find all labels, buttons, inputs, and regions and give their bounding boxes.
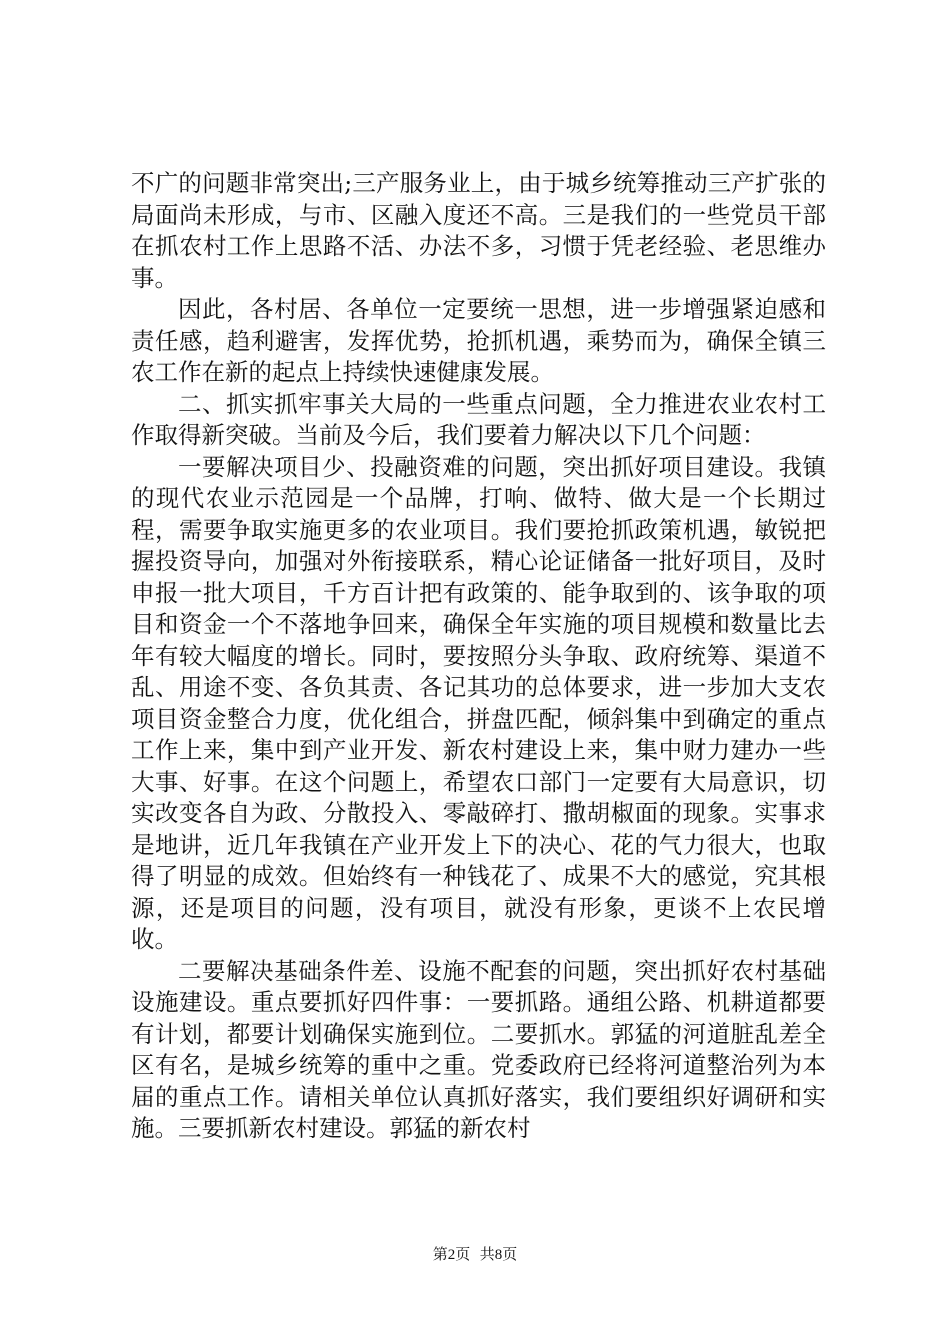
footer-prefix: 第	[432, 1245, 448, 1263]
footer-current-page: 2	[447, 1247, 456, 1263]
paragraph-4: 一要解决项目少、投融资难的问题，突出抓好项目建设。我镇的现代农业示范园是一个品牌，打响、做特、做大是一个长期过程，需要争取实施更多的农业项目。我们要抢抓政策机遇，敏锐把握投资导向，加强对外衔接联系，精心论证储备一批好项目，及时申报一批大项目，千方百计把有政策的、能争取到的、该争取的项目和资金一个不落地争回来，确保全年实施的项目规模和数量比去年有较大幅度的增长。同时，要按照分头争取、政府统筹、渠道不乱、用途不变、各负其责、各记其功的总体要求，进一步加大支农项目资金整合力度，优化组合，拼盘匹配，倾斜集中到确定的重点工作上来，集中到产业开发、新农村建设上来，集中财力建办一些大事、好事。在这个问题上，希望农口部门一定要有大局意识，切实改变各自为政、分散投入、零敲碎打、撒胡椒面的现象。实事求是地讲，近几年我镇在产业开发上下的决心、花的气力很大，也取得了明显的成效。但始终有一种钱花了、成果不大的感觉，究其根源，还是项目的问题，没有项目，就没有形象，更谈不上农民增收。	[131, 452, 826, 953]
paragraph-3: 二、抓实抓牢事关大局的一些重点问题，全力推进农业农村工作取得新突破。当前及今后，我们要着力解决以下几个问题：	[131, 389, 826, 449]
paragraph-2: 因此，各村居、各单位一定要统一思想，进一步增强紧迫感和责任感，趋利避害，发挥优势，抢抓机遇，乘势而为，确保全镇三农工作在新的起点上持续快速健康发展。	[131, 295, 826, 386]
footer-total-pages: 8	[494, 1247, 503, 1263]
paragraph-1: 不广的问题非常突出;三产服务业上，由于城乡统筹推动三产扩张的局面尚未形成，与市、区融入度还不高。三是我们的一些党员干部在抓农村工作上思路不活、办法不多，习惯于凭老经验、老思维办事。	[131, 169, 826, 292]
document-body	[131, 168, 826, 1145]
footer-suffix: 页	[502, 1245, 518, 1263]
page-footer	[0, 1243, 950, 1264]
paragraph-5: 二要解决基础条件差、设施不配套的问题，突出抓好农村基础设施建设。重点要抓好四件事：一要抓路。通组公路、机耕道都要有计划，都要计划确保实施到位。二要抓水。郭猛的河道脏乱差全区有名，是城乡统筹的重中之重。党委政府已经将河道整治列为本届的重点工作。请相关单位认真抓好落实，我们要组织好调研和实施。三要抓新农村建设。郭猛的新农村	[131, 956, 826, 1142]
footer-middle: 页 共	[455, 1245, 495, 1263]
